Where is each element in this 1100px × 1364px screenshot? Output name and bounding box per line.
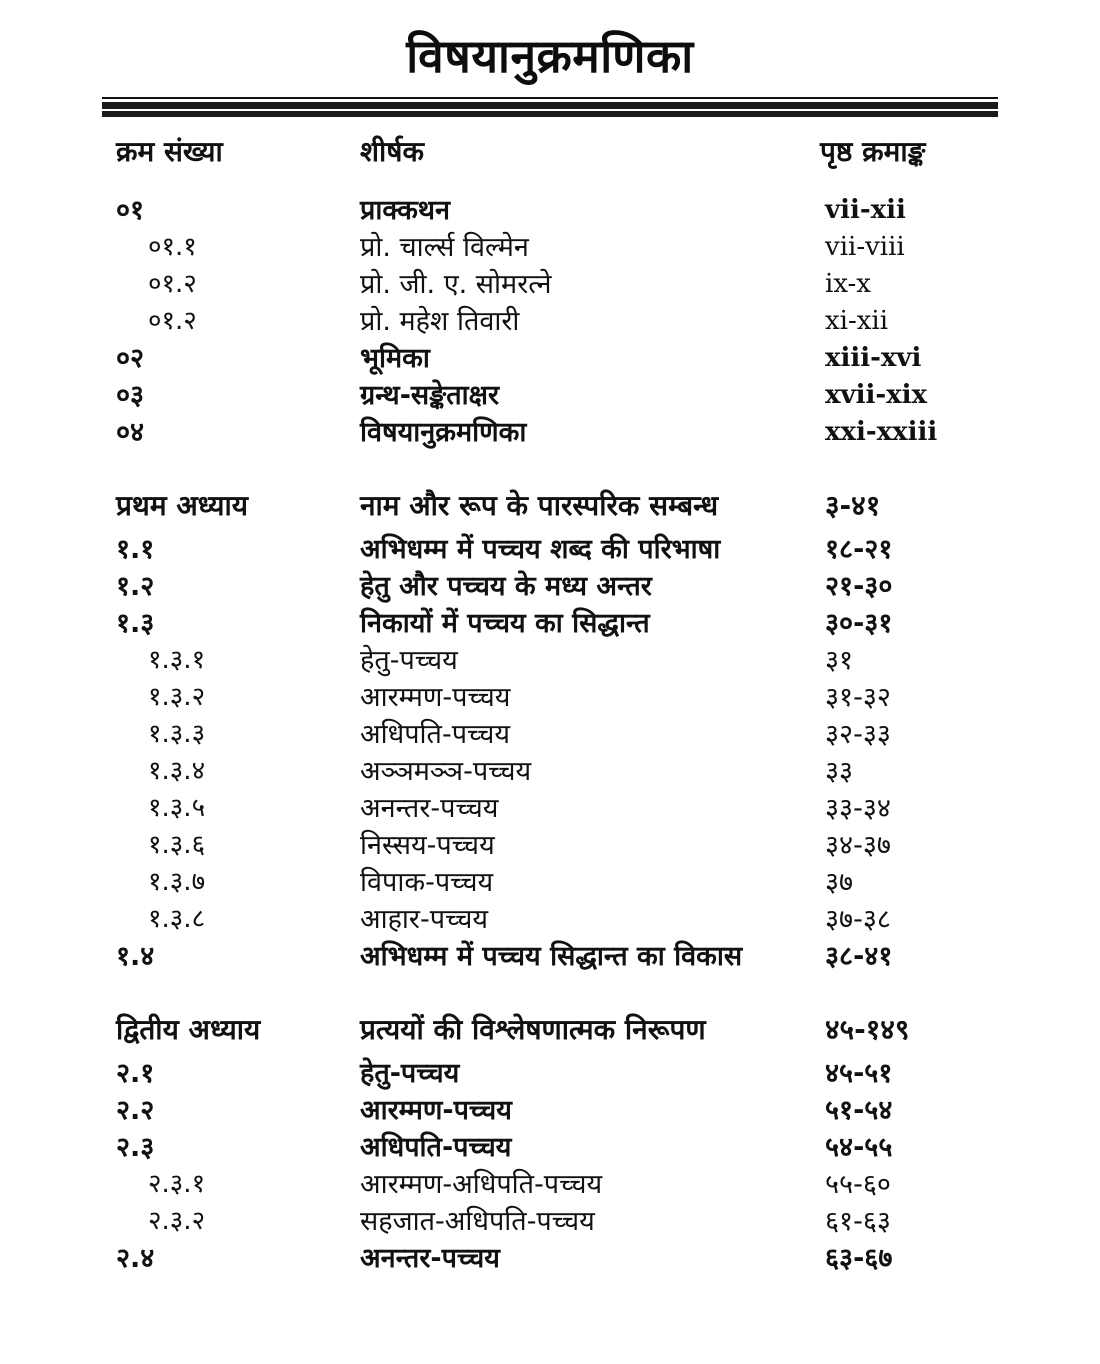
toc-table <box>100 117 1000 1277</box>
entry-page-number: ६३-६७ <box>825 1242 893 1274</box>
entry-page-number: ४५-५१ <box>825 1057 893 1089</box>
page-title: विषयानुक्रमणिका <box>406 29 694 83</box>
entry-title: विषयानुक्रमणिका <box>360 416 527 448</box>
entry-page-number: xi-xii <box>825 305 889 336</box>
column-header-title: शीर्षक <box>360 134 424 168</box>
toc-row-front-matter[interactable] <box>100 340 1000 377</box>
column-header-number: क्रम संख्या <box>116 134 223 168</box>
title-block <box>0 0 1100 83</box>
column-header-row <box>100 133 1000 170</box>
entry-page-number: ५१-५४ <box>825 1094 893 1126</box>
entry-page-number: ३२-३३ <box>825 718 891 750</box>
entry-page-number: ६१-६३ <box>825 1205 891 1237</box>
toc-row-front-matter[interactable] <box>100 229 1000 266</box>
entry-page-number: ३४-३७ <box>825 829 891 861</box>
entry-page-number: ३७-३८ <box>825 903 891 935</box>
entry-title: अञ्ञमञ्ञ-पच्चय <box>360 755 532 787</box>
toc-row-front-matter[interactable] <box>100 377 1000 414</box>
entry-number: १.४ <box>116 940 155 972</box>
toc-row-front-matter[interactable] <box>100 266 1000 303</box>
entry-number: २.२ <box>116 1094 155 1126</box>
entry-title: नाम और रूप के पारस्परिक सम्बन्ध <box>360 488 719 522</box>
entry-page-number: ३३ <box>825 755 854 787</box>
entry-number: १.३.५ <box>148 792 206 823</box>
entry-number: १.३.४ <box>148 755 206 786</box>
toc-row-entry[interactable] <box>100 642 1000 679</box>
entry-page-number: ३८-४१ <box>825 940 893 972</box>
entry-title: अनन्तर-पच्चय <box>360 792 499 824</box>
entry-title: सहजात-अधिपति-पच्चय <box>360 1205 595 1237</box>
entry-title: निस्सय-पच्चय <box>360 829 495 861</box>
toc-row-entry[interactable] <box>100 1092 1000 1129</box>
toc-row-front-matter[interactable] <box>100 303 1000 340</box>
entry-page-number: xxi-xxiii <box>825 416 938 447</box>
entry-number: २.३.१ <box>148 1168 206 1199</box>
entry-number: १.३ <box>116 607 155 639</box>
entry-title: भूमिका <box>360 342 430 374</box>
entry-title: निकायों में पच्चय का सिद्धान्त <box>360 607 650 639</box>
entry-number: २.३.२ <box>148 1205 206 1236</box>
entry-title: आरम्मण-पच्चय <box>360 681 511 713</box>
toc-row-entry[interactable] <box>100 1240 1000 1277</box>
entry-number: १.३.६ <box>148 829 206 860</box>
entry-page-number: २१-३० <box>825 570 893 602</box>
entry-number: १.३.१ <box>148 644 206 675</box>
entry-title: ग्रन्थ-सङ्केताक्षर <box>360 379 500 411</box>
toc-row-entry[interactable] <box>100 679 1000 716</box>
entry-page-number: xiii-xvi <box>825 342 922 373</box>
entry-title: आहार-पच्चय <box>360 903 489 935</box>
entry-number: १.३.३ <box>148 718 206 749</box>
entry-title: आरम्मण-पच्चय <box>360 1094 512 1126</box>
toc-row-entry[interactable] <box>100 568 1000 605</box>
entry-title: अधिपति-पच्चय <box>360 1131 512 1163</box>
toc-row-entry[interactable] <box>100 864 1000 901</box>
entry-page-number: ५५-६० <box>825 1168 891 1200</box>
entry-page-number: ४५-१४९ <box>825 1012 910 1046</box>
toc-row-entry[interactable] <box>100 753 1000 790</box>
toc-row-entry[interactable] <box>100 827 1000 864</box>
entry-number: ०१.२ <box>148 268 197 299</box>
entry-title: हेतु-पच्चय <box>360 1057 460 1089</box>
entry-title: प्रो. जी. ए. सोमरत्ने <box>360 268 552 300</box>
entry-title: प्रो. चार्ल्स विल्मेन <box>360 231 529 263</box>
entry-number: १.३.८ <box>148 903 206 934</box>
entry-number: ०१.२ <box>148 305 197 336</box>
column-header-page: पृष्ठ क्रमाङ्क <box>820 134 926 168</box>
entry-page-number: ३१-३२ <box>825 681 891 713</box>
entry-page-number: vii-viii <box>825 231 905 262</box>
entry-page-number: ५४-५५ <box>825 1131 893 1163</box>
entry-title: अधिपति-पच्चय <box>360 718 511 750</box>
entry-number: द्वितीय अध्याय <box>116 1012 261 1046</box>
entry-number: प्रथम अध्याय <box>116 488 248 522</box>
divider-line-middle <box>102 102 998 109</box>
entry-page-number: ix-x <box>825 268 871 299</box>
entry-number: ०३ <box>116 379 145 411</box>
header-spacer <box>100 170 1000 192</box>
entry-number: ०१.१ <box>148 231 197 262</box>
toc-row-entry[interactable] <box>100 716 1000 753</box>
entry-title: हेतु-पच्चय <box>360 644 458 676</box>
entry-title: आरम्मण-अधिपति-पच्चय <box>360 1168 603 1200</box>
entry-title: विपाक-पच्चय <box>360 866 494 898</box>
entry-page-number: ३-४१ <box>825 488 881 522</box>
entry-page-number: xvii-xix <box>825 379 928 410</box>
toc-row-entry[interactable] <box>100 938 1000 975</box>
toc-row-entry[interactable] <box>100 1166 1000 1203</box>
toc-row-entry[interactable] <box>100 901 1000 938</box>
toc-row-chapter-heading[interactable] <box>100 1005 1000 1055</box>
entry-number: १.३.२ <box>148 681 206 712</box>
toc-row-chapter-heading[interactable] <box>100 481 1000 531</box>
entry-number: १.३.७ <box>148 866 206 897</box>
entry-page-number: ३७ <box>825 866 854 898</box>
entry-page-number: ३०-३१ <box>825 607 893 639</box>
entry-title: प्रत्ययों की विश्लेषणात्मक निरूपण <box>360 1012 706 1046</box>
entry-title: हेतु और पच्चय के मध्य अन्तर <box>360 570 652 602</box>
entry-number: ०१ <box>116 194 145 226</box>
toc-row-entry[interactable] <box>100 1203 1000 1240</box>
toc-row-entry[interactable] <box>100 531 1000 568</box>
toc-row-entry[interactable] <box>100 790 1000 827</box>
entry-title: अनन्तर-पच्चय <box>360 1242 500 1274</box>
toc-row-front-matter[interactable] <box>100 414 1000 451</box>
entry-number: ०४ <box>116 416 145 448</box>
entry-number: ०२ <box>116 342 145 374</box>
entry-page-number: १८-२१ <box>825 533 893 565</box>
entry-page-number: ३१ <box>825 644 854 676</box>
entry-number: २.३ <box>116 1131 155 1163</box>
entry-title: अभिधम्म में पच्चय शब्द की परिभाषा <box>360 533 721 565</box>
toc-row-entry[interactable] <box>100 605 1000 642</box>
entry-number: १.१ <box>116 533 155 565</box>
toc-row-front-matter[interactable] <box>100 192 1000 229</box>
entry-page-number: vii-xii <box>825 194 906 225</box>
toc-row-entry[interactable] <box>100 1055 1000 1092</box>
entry-title: अभिधम्म में पच्चय सिद्धान्त का विकास <box>360 940 743 972</box>
entry-page-number: ३३-३४ <box>825 792 891 824</box>
entry-title: प्राक्कथन <box>360 194 451 226</box>
entry-number: १.२ <box>116 570 155 602</box>
entry-number: २.४ <box>116 1242 155 1274</box>
header-divider <box>102 97 998 117</box>
toc-row-entry[interactable] <box>100 1129 1000 1166</box>
entry-number: २.१ <box>116 1057 155 1089</box>
entry-title: प्रो. महेश तिवारी <box>360 305 520 337</box>
